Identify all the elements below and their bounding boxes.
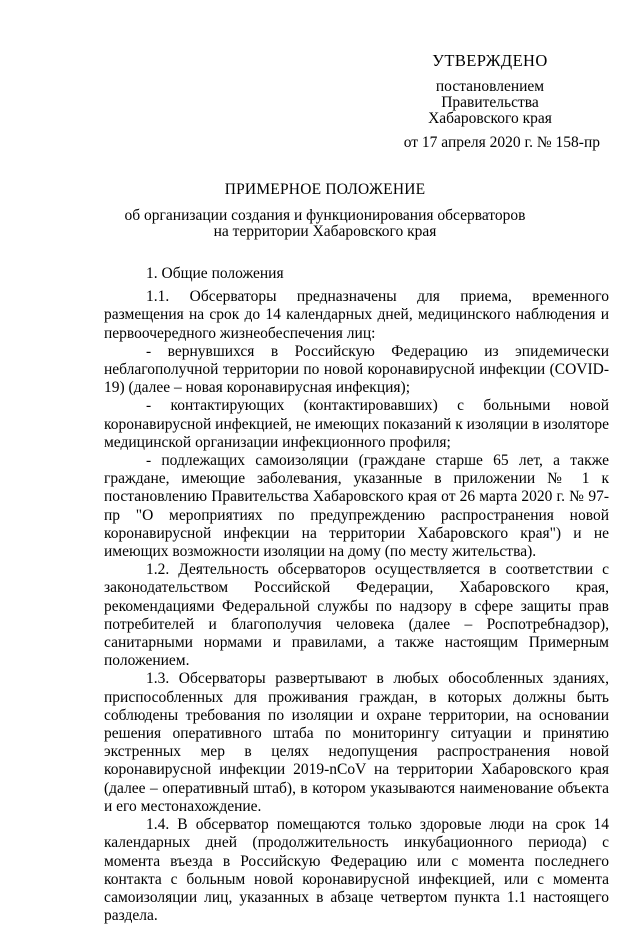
document-title-block xyxy=(100,182,550,240)
approval-date: от 17 апреля 2020 г. № 158-пр xyxy=(403,134,600,151)
document-title: ПРИМЕРНОЕ ПОЛОЖЕНИЕ xyxy=(224,181,426,198)
approval-line-3: Хабаровского края xyxy=(428,110,552,127)
document-subtitle-line-1: об организации создания и функционирования обсерваторов xyxy=(124,207,526,224)
paragraph-1-3: 1.3. Обсерваторы развертывают в любых обособленных зданиях, приспособленных для проживания граждан, в которых должны быть соблюдены требования по изоляции и охране территории, на основании решения оперативного штаба по мониторингу ситуации и принятию экстренных мер в целях недопущения распространения новой коронавирусной инфекции 2019-nCoV на территории Хабаровского края (далее – оперативный штаб), в котором указываются наименование объекта и его местонахождение. xyxy=(104,670,609,815)
list-item-contacts: - контактирующих (контактировавших) с больными новой коронавирусной инфекцией, не имеющих показаний к изоляции в изоляторе медицинской организации инфекционного профиля; xyxy=(104,397,609,451)
list-item-self-isolation: - подлежащих самоизоляции (граждане старше 65 лет, а также граждане, имеющие заболевания, указанные в приложении № 1 к постановлению Правительства Хабаровского края от 26 марта 2020 г. № 97-пр "О мероприятиях по предупреждению распространения новой коронавирусной инфекции на территории Хабаровского края") и не имеющих возможности изоляции на дому (по месту жительства). xyxy=(104,452,609,561)
paragraph-1-2: 1.2. Деятельность обсерваторов осуществляется в соответствии с законодательством Российской Федерации, Хабаровского края, рекомендациями Федеральной службы по надзору в сфере защиты прав потребителей и благополучия человека (далее – Роспотребнадзор), санитарными нормами и правилами, а также настоящим Примерным положением. xyxy=(104,561,609,670)
list-item-returned: - вернувшихся в Российскую Федерацию из эпидемически неблагополучной территории по новой коронавирусной инфекции (COVID-19) (далее – новая коронавирусная инфекция); xyxy=(104,342,609,397)
approval-line-2: Правительства xyxy=(441,94,539,111)
approval-line-1: постановлением xyxy=(435,78,545,95)
approval-stamp xyxy=(380,53,600,151)
approval-heading: УТВЕРЖДЕНО xyxy=(432,51,548,70)
document-body xyxy=(104,265,609,925)
section-heading: 1. Общие положения xyxy=(146,265,284,282)
paragraph-1-4: 1.4. В обсерватор помещаются только здоровые люди на срок 14 календарных дней (продолжительность инкубационного периода) с момента въезда в Российскую Федерацию или с момента последнего контакта с больным новой коронавирусной инфекцией, или с момента самоизоляции лиц, указанных в абзаце четвертом пункта 1.1 настоящего раздела. xyxy=(104,816,609,925)
document-subtitle-line-2: на территории Хабаровского края xyxy=(213,223,437,240)
paragraph-1-1: 1.1. Обсерваторы предназначены для приема, временного размещения на срок до 14 календарных дней, медицинского наблюдения и первоочередного жизнеобеспечения лиц: xyxy=(104,288,609,342)
